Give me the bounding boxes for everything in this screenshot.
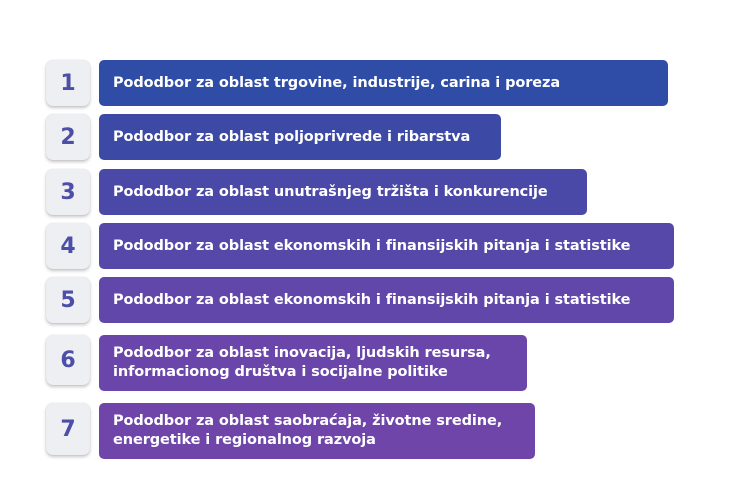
item-number-badge: 5 (46, 277, 90, 323)
item-number-badge: 7 (46, 403, 90, 455)
item-label-line: Pododbor za oblast poljoprivrede i ribarstva (113, 128, 471, 145)
item-label-line: informacionog društva i socijalne politike (113, 364, 448, 380)
item-number-badge: 3 (46, 169, 90, 215)
item-label-line: Pododbor za oblast saobraćaja, životne sredine, (113, 413, 503, 429)
item-label (99, 403, 535, 459)
item-label (99, 114, 501, 160)
item-label-line: Pododbor za oblast ekonomskih i finansijskih pitanja i statistike (113, 237, 631, 254)
item-label-line: Pododbor za oblast inovacija, ljudskih resursa, (113, 345, 491, 361)
item-number-badge: 6 (46, 335, 90, 385)
item-number-badge: 2 (46, 114, 90, 160)
item-label-line: energetike i regionalnog razvoja (113, 432, 376, 448)
item-label (99, 60, 668, 106)
item-label-line: Pododbor za oblast ekonomskih i finansijskih pitanja i statistike (113, 291, 631, 308)
item-label-line: Pododbor za oblast unutrašnjeg tržišta i konkurencije (113, 183, 548, 200)
item-label (99, 277, 674, 323)
item-label (99, 335, 527, 391)
item-number-badge: 4 (46, 223, 90, 269)
item-label (99, 223, 674, 269)
item-label-line: Pododbor za oblast trgovine, industrije, carina i poreza (113, 74, 561, 91)
item-label (99, 169, 587, 215)
item-number-badge: 1 (46, 60, 90, 106)
